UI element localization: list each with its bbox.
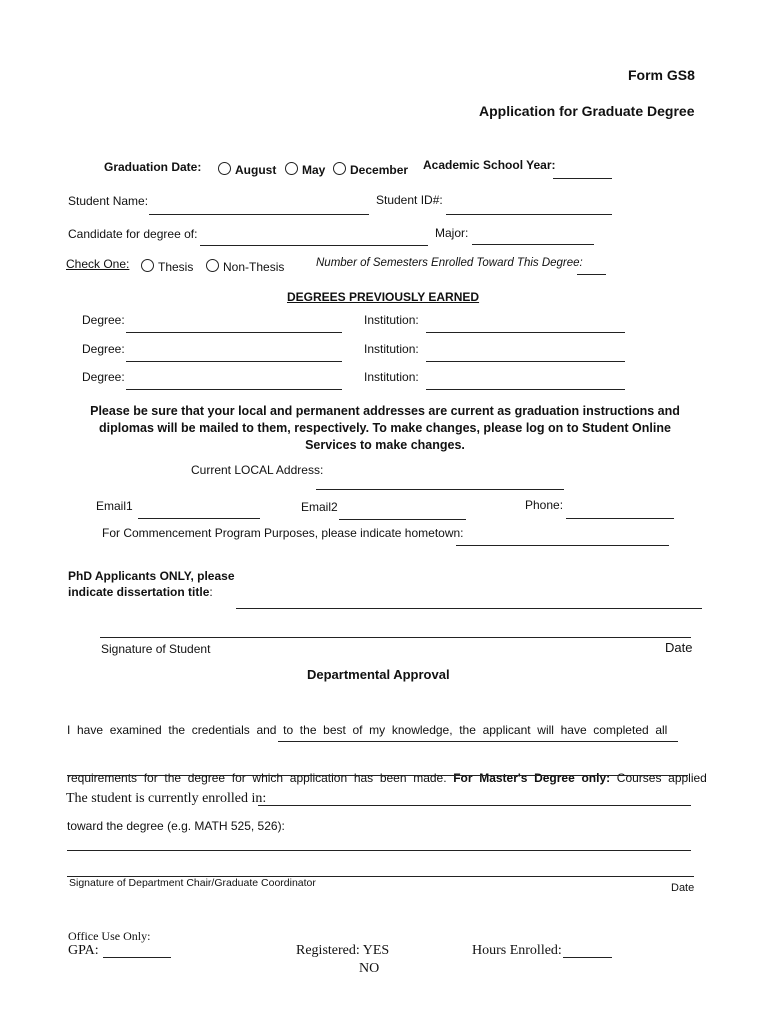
approval-line-3: toward the degree (e.g. MATH 525, 526):	[67, 819, 285, 833]
email1-field[interactable]	[138, 504, 260, 519]
institution-field-1[interactable]	[426, 318, 625, 333]
radio-thesis[interactable]	[141, 259, 193, 274]
radio-thesis-circle[interactable]	[141, 259, 154, 272]
approval-heading: Departmental Approval	[307, 667, 450, 682]
hometown-label: For Commencement Program Purposes, please indicate hometown:	[102, 526, 464, 540]
institution-label-1: Institution:	[364, 313, 419, 327]
radio-non-thesis[interactable]	[206, 259, 284, 274]
candidate-degree-label: Candidate for degree of:	[68, 227, 198, 241]
hours-enrolled-field[interactable]	[563, 943, 612, 958]
phone-field[interactable]	[566, 504, 674, 519]
student-signature-label: Signature of Student	[101, 642, 211, 656]
student-signature-field[interactable]	[100, 623, 691, 638]
institution-label-3: Institution:	[364, 370, 419, 384]
local-address-label: Current LOCAL Address:	[191, 463, 324, 477]
student-name-field[interactable]	[149, 200, 369, 215]
email2-label: Email2	[301, 500, 338, 514]
courses-applied-field-2[interactable]	[67, 761, 688, 776]
address-notice-line-2: diplomas will be mailed to them, respectively. To make changes, please log on to Student Online	[99, 421, 671, 435]
major-label: Major:	[435, 226, 469, 240]
address-notice	[60, 403, 710, 454]
institution-field-2[interactable]	[426, 347, 625, 362]
courses-applied-field[interactable]	[278, 727, 678, 742]
radio-august-circle[interactable]	[218, 162, 231, 175]
email1-label: Email1	[96, 499, 133, 513]
radio-august[interactable]	[218, 162, 276, 177]
institution-label-2: Institution:	[364, 342, 419, 356]
phd-label-line-2: indicate dissertation title:	[68, 585, 213, 599]
radio-december-circle[interactable]	[333, 162, 346, 175]
semesters-field[interactable]	[577, 260, 606, 275]
registered-no-label: NO	[359, 961, 380, 976]
academic-year-label: Academic School Year:	[423, 158, 556, 172]
phd-label-line-1: PhD Applicants ONLY, please	[68, 569, 235, 583]
degree-field-3[interactable]	[126, 375, 342, 390]
degree-field-2[interactable]	[126, 347, 342, 362]
student-id-field[interactable]	[446, 200, 612, 215]
local-address-field[interactable]	[316, 475, 564, 490]
phd-label	[68, 568, 235, 600]
check-one-label: Check One:	[66, 257, 130, 271]
radio-non-thesis-label: Non-Thesis	[223, 260, 285, 274]
radio-thesis-label: Thesis	[158, 260, 194, 274]
graduation-date-label: Graduation Date:	[104, 160, 202, 174]
enrolled-label: The student is currently enrolled in:	[66, 791, 267, 806]
student-name-label: Student Name:	[68, 194, 149, 208]
academic-year-field[interactable]	[553, 164, 612, 179]
hometown-field[interactable]	[456, 531, 669, 546]
student-date-label: Date	[665, 640, 693, 655]
registered-yes-label: Registered: YES	[296, 943, 390, 958]
form-id: Form GS8	[628, 67, 695, 83]
radio-non-thesis-circle[interactable]	[206, 259, 219, 272]
degree-label-3: Degree:	[82, 370, 125, 384]
degree-label-1: Degree:	[82, 313, 125, 327]
degree-label-2: Degree:	[82, 342, 125, 356]
semesters-label: Number of Semesters Enrolled Toward This Degree:	[316, 257, 583, 269]
email2-field[interactable]	[339, 505, 466, 520]
approval-line-1: I have examined the credentials and to the best of my knowledge, the applicant will have completed all	[67, 723, 668, 737]
address-notice-line-3: Services to make changes.	[305, 438, 465, 452]
institution-field-3[interactable]	[426, 375, 625, 390]
gpa-label: GPA:	[68, 943, 99, 958]
form-title: Application for Graduate Degree	[479, 103, 695, 119]
hours-enrolled-label: Hours Enrolled:	[472, 943, 562, 958]
phone-label: Phone:	[525, 498, 564, 512]
student-id-label: Student ID#:	[376, 193, 443, 207]
office-use-label: Office Use Only:	[68, 929, 151, 943]
radio-august-label: August	[235, 163, 277, 177]
radio-december[interactable]	[333, 162, 408, 177]
degree-field-1[interactable]	[126, 318, 342, 333]
dissertation-title-field[interactable]	[236, 594, 702, 609]
masters-only-label: For Master's Degree only:	[453, 771, 611, 785]
gpa-field[interactable]	[103, 943, 171, 958]
chair-signature-label: Signature of Department Chair/Graduate Coordinator	[69, 877, 316, 889]
radio-may[interactable]	[285, 162, 325, 177]
radio-may-label: May	[302, 163, 326, 177]
enrolled-field[interactable]	[258, 791, 691, 806]
approval-line-2: requirements for the degree for which application has been made. For Master's Degree only: Courses applied	[67, 771, 707, 785]
degrees-heading: DEGREES PREVIOUSLY EARNED	[287, 290, 480, 304]
radio-may-circle[interactable]	[285, 162, 298, 175]
enrolled-extra-line	[67, 850, 691, 851]
major-field[interactable]	[472, 230, 594, 245]
candidate-degree-field[interactable]	[200, 231, 428, 246]
chair-date-label: Date	[671, 882, 695, 894]
address-notice-line-1: Please be sure that your local and permanent addresses are current as graduation instructions and	[90, 404, 680, 418]
radio-december-label: December	[350, 163, 409, 177]
